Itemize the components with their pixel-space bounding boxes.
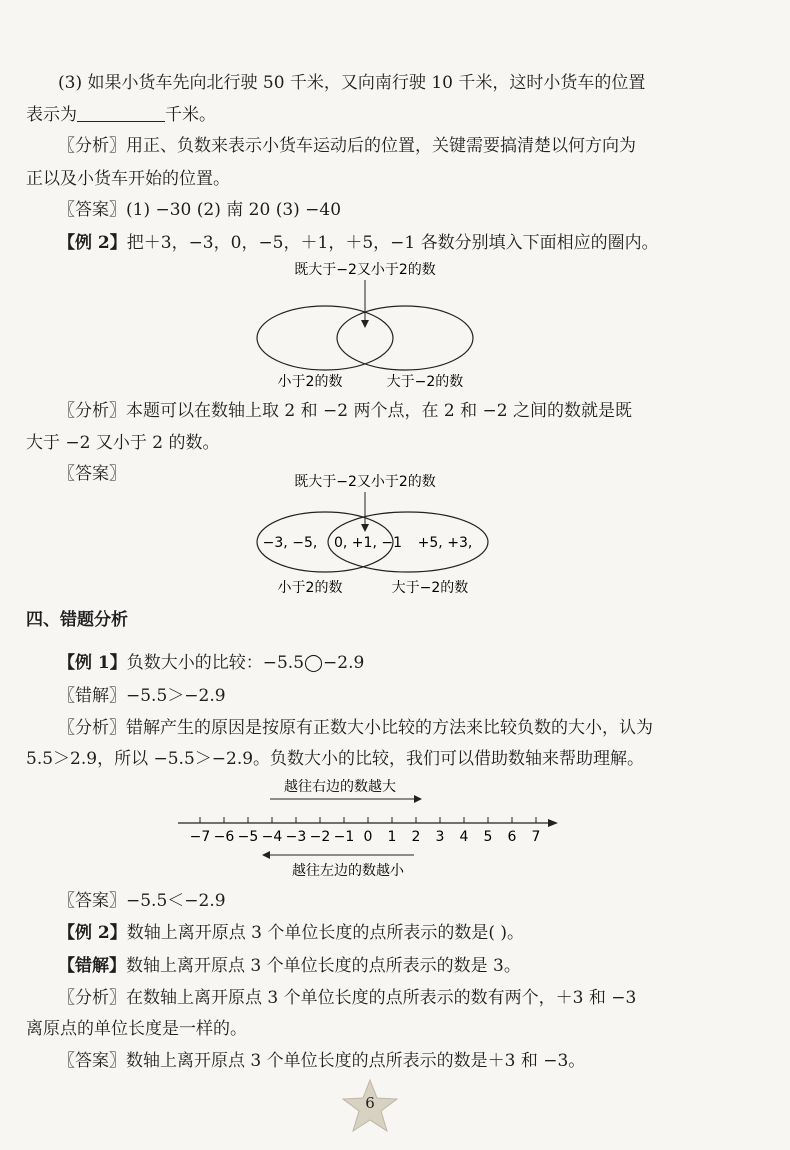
venn-left-label: 小于2的数 xyxy=(277,374,343,390)
axis-tick-label: −5 xyxy=(237,829,259,845)
axis-ticks xyxy=(190,817,541,845)
wrong-text: 数轴上离开原点 3 个单位长度的点所表示的数是 3。 xyxy=(126,956,521,976)
number-line-diagram xyxy=(170,775,570,885)
axis-tick-label: 0 xyxy=(363,829,373,845)
wrong-label: 【错解】 xyxy=(58,956,126,976)
axis-tick-label: −3 xyxy=(285,829,307,845)
axis-tick-label: 1 xyxy=(387,829,397,845)
example-line xyxy=(58,230,738,256)
section-heading: 四、错题分析 xyxy=(26,610,128,630)
page-number: 6 xyxy=(365,1094,375,1112)
example-text: 把＋3，−3，0，−5，＋1，＋5，−1 各数分别填入下面相应的圈内。 xyxy=(126,233,659,253)
venn-left-values: −3, −5, xyxy=(262,535,318,551)
venn-top-label: 既大于−2又小于2的数 xyxy=(294,262,436,278)
venn-right-values: +5, +3, xyxy=(417,535,473,551)
example-text: 负数大小的比较：−5.5◯−2.9 xyxy=(126,653,365,673)
number-line-top-label: 越往右边的数越大 xyxy=(284,779,396,795)
arrow-head xyxy=(361,320,369,328)
analysis-line: 〖分析〗用正、负数来表示小货车运动后的位置，关键需要搞清楚以何方向为 xyxy=(58,136,636,156)
analysis-line: 〖分析〗错解产生的原因是按原有正数大小比较的方法来比较负数的大小，认为 xyxy=(58,718,653,738)
venn-left-label: 小于2的数 xyxy=(277,580,343,596)
analysis-line: 5.5＞2.9，所以 −5.5＞−2.9。负数大小的比较，我们可以借助数轴来帮助理解。 xyxy=(26,749,645,769)
example-label: 【例 2】 xyxy=(58,923,127,943)
analysis-line: 离原点的单位长度是一样的。 xyxy=(26,1019,247,1039)
venn-top-label: 既大于−2又小于2的数 xyxy=(294,474,436,490)
axis-tick-label: 3 xyxy=(435,829,445,845)
axis-tick-label: −4 xyxy=(261,829,283,845)
analysis-line: 〖分析〗本题可以在数轴上取 2 和 −2 两个点，在 2 和 −2 之间的数就是既 xyxy=(58,401,632,421)
right-arrow-head xyxy=(414,795,422,803)
answer-blank xyxy=(77,105,165,122)
axis-tick-label: −7 xyxy=(189,829,211,845)
wrong-solution-line: 〖错解〗−5.5＞−2.9 xyxy=(58,686,226,706)
axis-arrow-head xyxy=(548,819,558,827)
text-fragment: 表示为 xyxy=(26,105,77,125)
venn-diagram-filled xyxy=(240,470,520,602)
venn-diagram-empty xyxy=(240,258,500,398)
wrong-solution-line xyxy=(58,953,738,979)
left-circle xyxy=(257,306,393,370)
axis-tick-label: 5 xyxy=(483,829,493,845)
example-line xyxy=(58,650,738,676)
venn-middle-values: 0, +1, −1 xyxy=(334,535,402,551)
text-line xyxy=(26,102,706,128)
arrow-head xyxy=(361,524,369,532)
analysis-line: 大于 −2 又小于 2 的数。 xyxy=(26,433,220,453)
venn-right-label: 大于−2的数 xyxy=(386,374,464,390)
axis-tick-label: 7 xyxy=(531,829,541,845)
axis-tick-label: −2 xyxy=(309,829,331,845)
example-label: 【例 2】 xyxy=(58,233,127,253)
axis-tick-label: 6 xyxy=(507,829,517,845)
example-text: 数轴上离开原点 3 个单位长度的点所表示的数是( )。 xyxy=(126,923,525,943)
axis-tick-label: 4 xyxy=(459,829,469,845)
text-line: (3) 如果小货车先向北行驶 50 千米，又向南行驶 10 千米，这时小货车的位置 xyxy=(58,73,646,93)
text-fragment: 千米。 xyxy=(165,105,216,125)
example-label: 【例 1】 xyxy=(58,653,127,673)
answer-label: 〖答案〗 xyxy=(58,464,126,484)
number-line-bottom-label: 越往左边的数越小 xyxy=(292,863,404,879)
axis-tick-label: −6 xyxy=(213,829,235,845)
axis-tick-label: −1 xyxy=(333,829,355,845)
venn-right-label: 大于−2的数 xyxy=(391,580,469,596)
answer-line: 〖答案〗(1) −30 (2) 南 20 (3) −40 xyxy=(58,200,342,220)
analysis-line: 正以及小货车开始的位置。 xyxy=(26,169,230,189)
answer-line: 〖答案〗−5.5＜−2.9 xyxy=(58,891,226,911)
example-line xyxy=(58,920,738,946)
right-circle xyxy=(337,306,473,370)
analysis-line: 〖分析〗在数轴上离开原点 3 个单位长度的点所表示的数有两个，＋3 和 −3 xyxy=(58,988,637,1008)
left-arrow-head xyxy=(262,851,270,859)
axis-tick-label: 2 xyxy=(411,829,421,845)
answer-line: 〖答案〗数轴上离开原点 3 个单位长度的点所表示的数是＋3 和 −3。 xyxy=(58,1051,586,1071)
